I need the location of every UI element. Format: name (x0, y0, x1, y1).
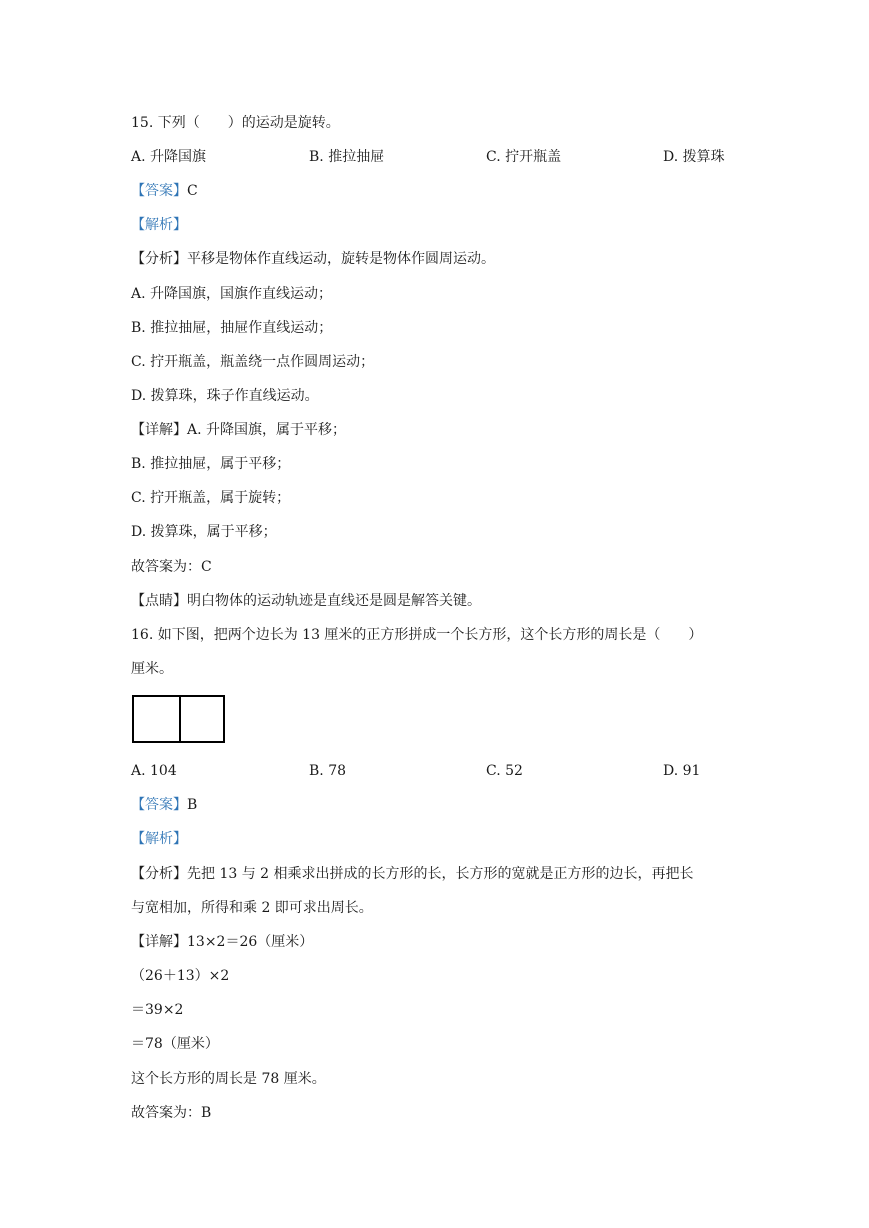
q15-answer-tag: 【答案】 (131, 183, 187, 199)
q15-analysis-line-a: A. 升降国旗，国旗作直线运动； (131, 286, 333, 302)
q15-option-b: B. 推拉抽屉 (309, 149, 385, 165)
q16-analysis-tag: 【解析】 (131, 831, 187, 847)
q15-answer (131, 181, 198, 201)
q15-xiangjie (131, 420, 346, 440)
q16-answer-value: B (187, 797, 198, 813)
q15-xiangjie-line-b: B. 推拉抽屉，属于平移； (131, 456, 291, 472)
two-squares-rectangle-figure (132, 695, 225, 743)
q16-stem-line-1: 16. 如下图，把两个边长为 13 厘米的正方形拼成一个长方形，这个长方形的周长是（ ） (131, 627, 703, 643)
q16-calc-line-4: 这个长方形的周长是 78 厘米。 (131, 1071, 326, 1087)
q16-xiangjie (131, 932, 313, 952)
q15-option-a: A. 升降国旗 (131, 149, 207, 165)
q16-calc-line-1: （26＋13）×2 (131, 968, 230, 984)
q16-calc-line-2: ＝39×2 (131, 1002, 184, 1018)
q16-option-d: D. 91 (663, 763, 701, 779)
q15-analysis-tag: 【解析】 (131, 217, 187, 233)
q15-option-d: D. 拨算珠 (663, 149, 725, 165)
q16-conclusion: 故答案为：B (131, 1105, 212, 1121)
q15-xiangjie-line-d: D. 拨算珠，属于平移； (131, 524, 277, 540)
q15-xiangjie-text: A. 升降国旗，属于平移； (187, 422, 347, 438)
q15-dianjing (131, 591, 481, 611)
q15-xiangjie-line-c: C. 拧开瓶盖，属于旋转； (131, 490, 291, 506)
q15-dianjing-tag: 【点睛】 (131, 593, 187, 609)
q15-fenxi (131, 249, 495, 269)
q16-fenxi-tag: 【分析】 (131, 866, 187, 882)
square-divider-line (179, 697, 181, 741)
q16-fenxi-text-1: 先把 13 与 2 相乘求出拼成的长方形的长，长方形的宽就是正方形的边长，再把长 (187, 866, 694, 882)
q15-analysis-line-d: D. 拨算珠，珠子作直线运动。 (131, 388, 319, 404)
q15-conclusion: 故答案为：C (131, 559, 212, 575)
q16-option-b: B. 78 (309, 763, 347, 779)
q15-option-c: C. 拧开瓶盖 (486, 149, 562, 165)
q16-xiangjie-text: 13×2＝26（厘米） (187, 934, 314, 950)
q16-calc-line-3: ＝78（厘米） (131, 1036, 219, 1052)
q15-xiangjie-tag: 【详解】 (131, 422, 187, 438)
q16-answer-tag: 【答案】 (131, 797, 187, 813)
q16-answer (131, 795, 197, 815)
q16-fenxi-line-2: 与宽相加，所得和乘 2 即可求出周长。 (131, 900, 373, 916)
q15-answer-value: C (187, 183, 198, 199)
q15-fenxi-tag: 【分析】 (131, 251, 187, 267)
q16-fenxi-line-1 (131, 864, 694, 884)
q15-analysis-line-c: C. 拧开瓶盖，瓶盖绕一点作圆周运动； (131, 354, 375, 370)
q16-stem-line-2: 厘米。 (131, 661, 173, 677)
q16-option-c: C. 52 (486, 763, 523, 779)
q15-analysis-line-b: B. 推拉抽屉，抽屉作直线运动； (131, 320, 333, 336)
q15-stem: 15. 下列（ ）的运动是旋转。 (131, 115, 340, 131)
q16-xiangjie-tag: 【详解】 (131, 934, 187, 950)
q15-fenxi-text: 平移是物体作直线运动，旋转是物体作圆周运动。 (187, 251, 495, 267)
q15-dianjing-text: 明白物体的运动轨迹是直线还是圆是解答关键。 (187, 593, 481, 609)
q16-option-a: A. 104 (131, 763, 177, 779)
